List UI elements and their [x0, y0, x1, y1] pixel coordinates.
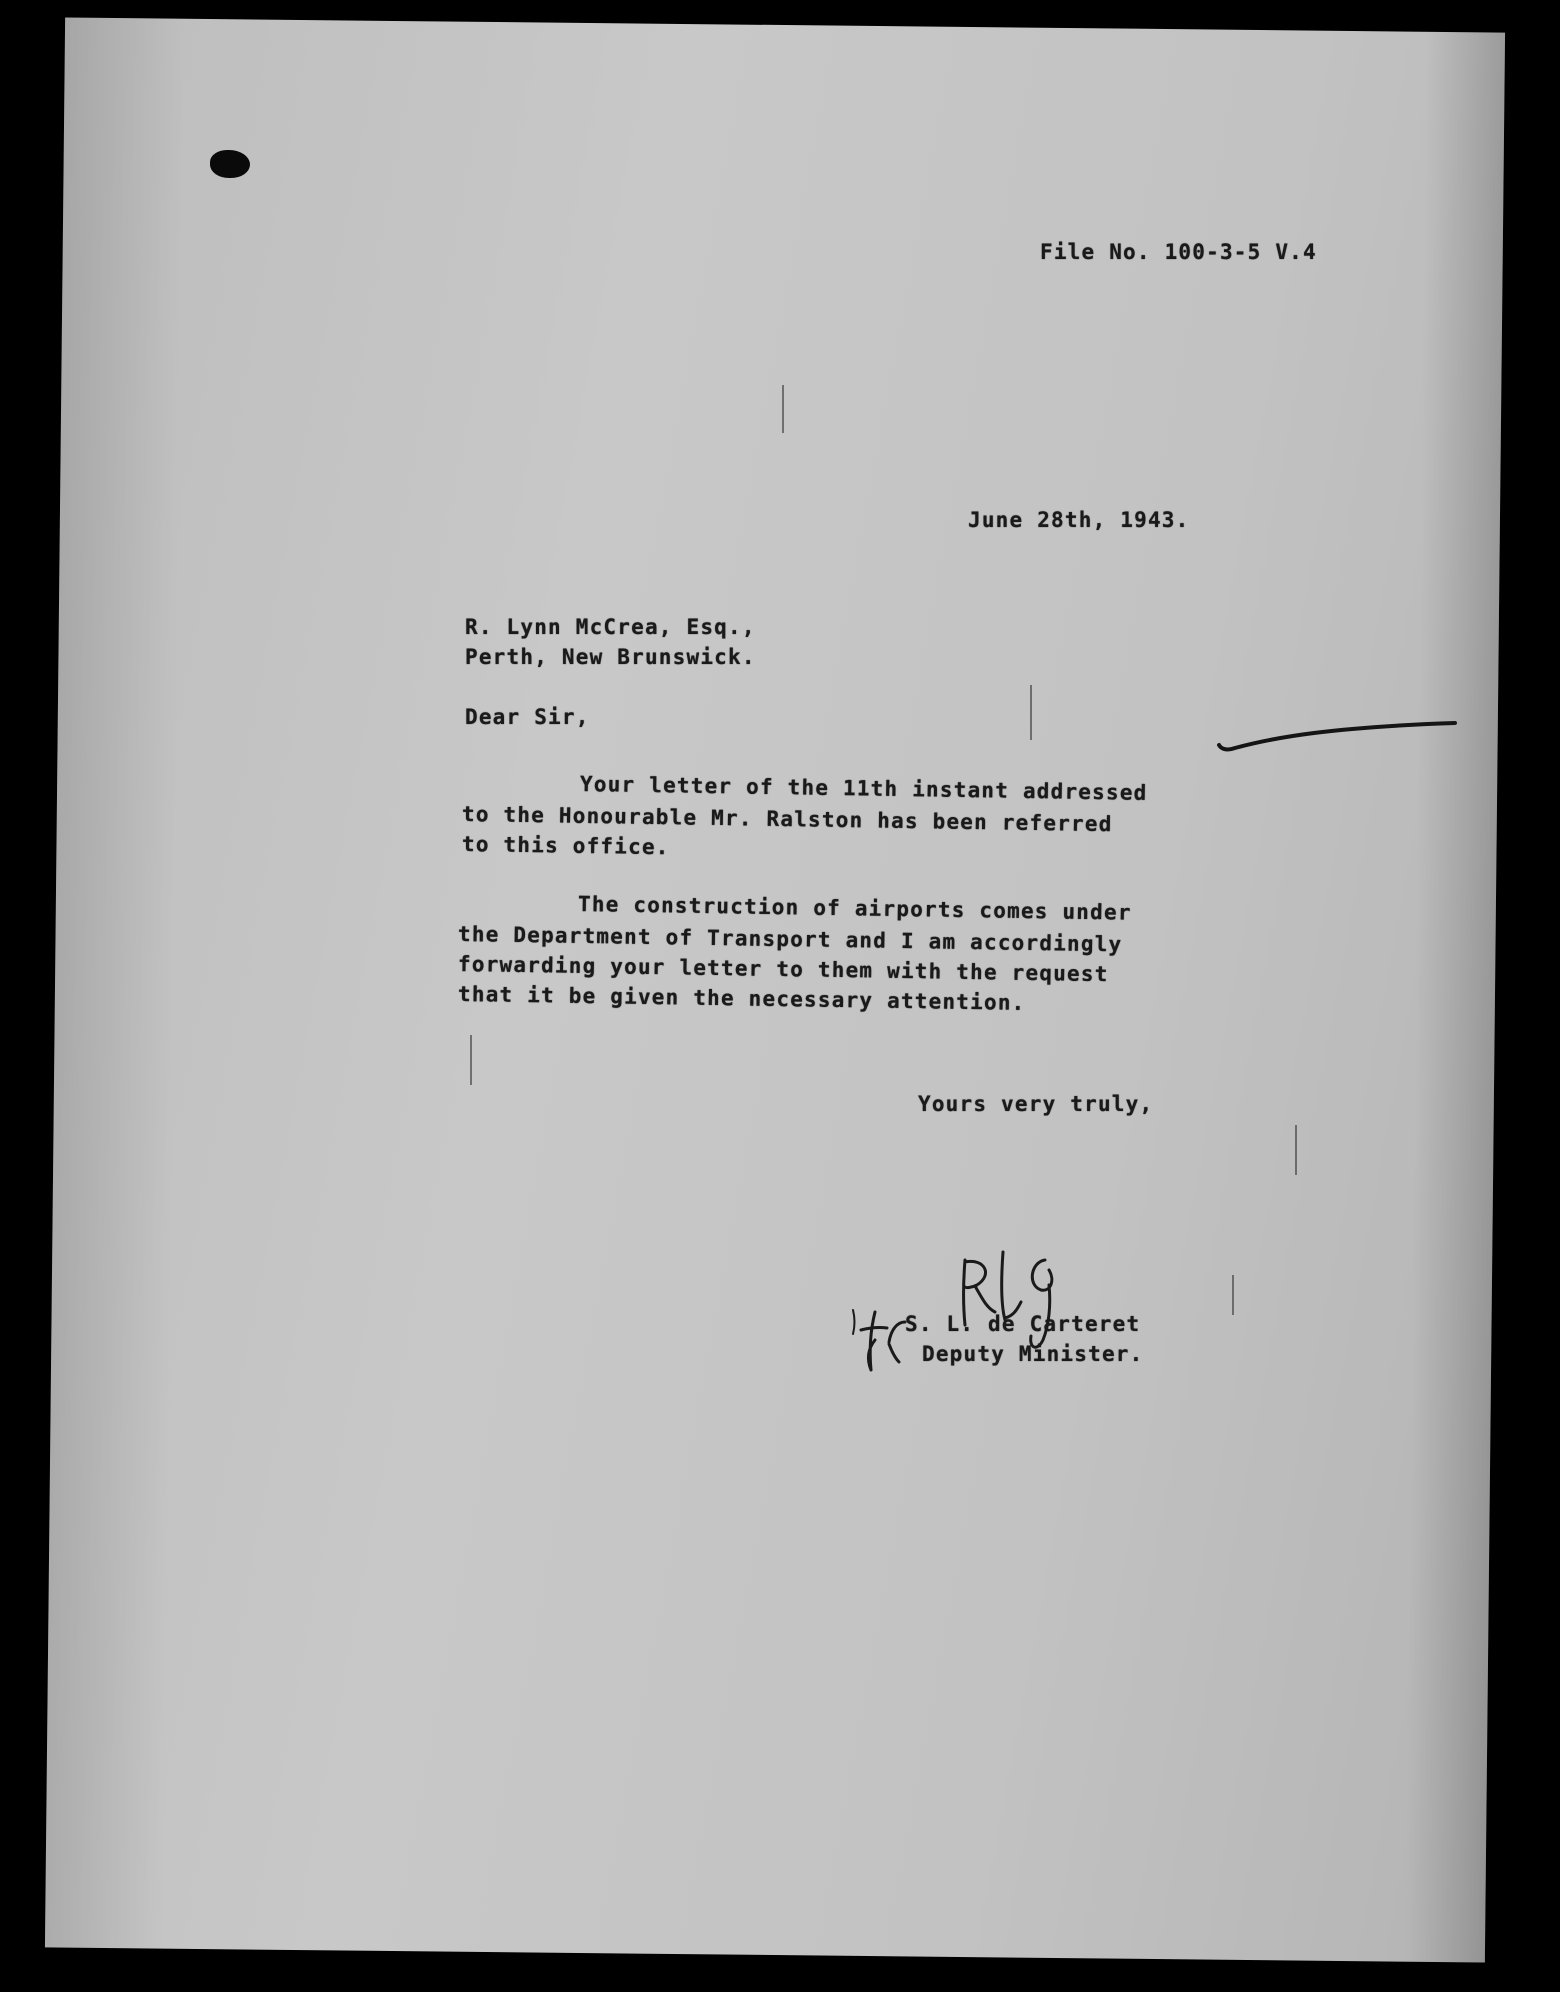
- signatory-name: S. L. de Carteret: [905, 1312, 1141, 1336]
- body-line: that it be given the necessary attention.: [457, 982, 1026, 1015]
- body-line: forwarding your letter to them with the request: [457, 952, 1109, 987]
- scan-scratch: [470, 1035, 472, 1085]
- salutation: Dear Sir,: [465, 705, 590, 729]
- scan-scratch: [782, 385, 784, 433]
- signatory-title: Deputy Minister.: [922, 1342, 1144, 1366]
- check-mark-icon: [1215, 715, 1465, 755]
- file-number: File No. 100-3-5 V.4: [1040, 240, 1317, 264]
- body-line: to this office.: [461, 832, 670, 860]
- scan-scratch: [1232, 1275, 1234, 1315]
- scan-shadow-right: [1405, 32, 1505, 1963]
- scan-shadow-left: [45, 18, 185, 1949]
- scan-scratch: [1030, 685, 1032, 740]
- recipient-name: R. Lynn McCrea, Esq.,: [465, 615, 756, 639]
- body-line: Your letter of the 11th instant addressed: [579, 772, 1148, 805]
- body-line: to the Honourable Mr. Ralston has been referred: [461, 802, 1113, 837]
- body-line: the Department of Transport and I am accordingly: [457, 922, 1123, 957]
- body-line: The construction of airports comes under: [577, 892, 1132, 925]
- letter-date: June 28th, 1943.: [968, 508, 1190, 532]
- scan-scratch: [1295, 1125, 1297, 1175]
- closing: Yours very truly,: [918, 1092, 1154, 1116]
- punch-hole-mark: [210, 150, 250, 178]
- handwritten-signature: [845, 1230, 1075, 1380]
- recipient-place: Perth, New Brunswick.: [465, 645, 756, 669]
